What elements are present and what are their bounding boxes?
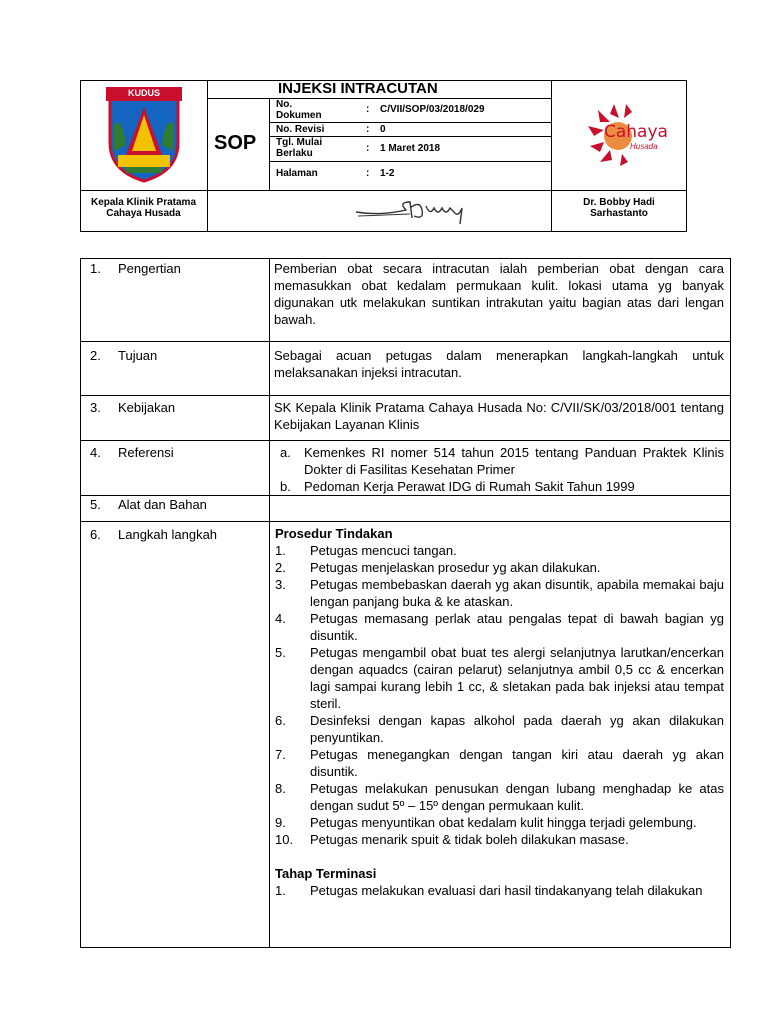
step-item [275,746,724,780]
step-item [275,712,724,746]
row-label-halaman: Halaman [276,168,318,179]
step-number: 2. [275,560,286,575]
row-colon: : [366,104,370,115]
section-number: 6. [90,527,101,542]
kudus-logo-text: KUDUS [127,88,160,98]
section-number: 3. [90,400,101,415]
section-number: 4. [90,445,101,460]
doc-title: INJEKSI INTRACUTAN [278,80,438,97]
step-text: Petugas membebaskan daerah yg akan disuntik, apabila memakai baju lengan panjang buka & ke ataskan. [310,577,724,609]
section-number: 5. [90,497,101,512]
step-number: 10. [275,832,294,847]
prosedur-steps [275,542,724,848]
section-label-pengertian: Pengertian [118,261,181,276]
step-number: 9. [275,815,286,830]
step-text: Petugas memasang perlak atau pengalas tepat di bawah bagian yg disuntik. [310,611,724,643]
sop-label: SOP [214,132,257,154]
step-item [275,780,724,814]
step-number: 1. [275,883,286,898]
step-item [275,882,724,899]
step-text: Petugas menegangkan dengan tangan kiri atau daerah yg akan disuntik. [310,747,724,779]
step-item [275,559,724,576]
step-text: Petugas menyuntikan obat kedalam kulit hingga terjadi gelembung. [310,815,697,830]
step-item [275,814,724,831]
step-text: Petugas melakukan evaluasi dari hasil tindakanyang telah dilakukan [310,883,703,898]
list-item-text: Kemenkes RI nomer 514 tahun 2015 tentang Panduan Praktek Klinis Dokter di Fasilitas Kesehatan Primer [304,445,724,477]
section-label-langkah: Langkah langkah [118,527,218,542]
section-label-kebijakan: Kebijakan [118,400,176,415]
cahaya-husada-logo [584,100,668,170]
section-text-kebijakan: SK Kepala Klinik Pratama Cahaya Husada No: C/VII/SK/03/2018/001 tentang Kebijakan Layanan Klinis [274,400,724,432]
section-text-tujuan: Sebagai acuan petugas dalam menerapkan langkah-langkah untuk melaksanakan injeksi intracutan. [274,348,724,380]
section-number: 1. [90,261,101,276]
step-text: Desinfeksi dengan kapas alkohol pada daerah yg akan dilakukan penyuntikan. [310,713,724,745]
step-item [275,542,724,559]
right-signatory: Dr. Bobby Hadi Sarhastanto [583,197,655,219]
row-colon: : [366,143,370,154]
row-colon: : [366,168,370,179]
section-text-pengertian: Pemberian obat secara intracutan ialah pemberian obat dengan cara memasukkan obat kedalam permukaan kulit. lokasi utama yg banyak digunakan utk melakukan suntikan intrakutan yaitu bagian atas dari lengan bawah. [274,261,724,327]
row-colon: : [366,124,370,135]
list-item [280,444,724,478]
step-number: 3. [275,577,286,592]
step-item [275,576,724,610]
referensi-list [280,444,724,495]
step-text: Petugas menjelaskan prosedur yg akan dilakukan. [310,560,601,575]
kudus-logo [100,85,188,183]
section-label-tujuan: Tujuan [118,348,158,363]
husada-logo-text: Husada [630,142,658,151]
step-text: Petugas melakukan penusukan dengan lubang menghadap ke atas dengan sudut 5º – 15º dengan permukaan kulit. [310,781,724,813]
list-item-text: Pedoman Kerja Perawat IDG di Rumah Sakit Tahun 1999 [304,479,635,494]
heading-tahap-terminasi: Tahap Terminasi [275,866,377,881]
row-value-no-revisi: 0 [380,124,386,135]
step-number: 4. [275,611,286,626]
row-value-halaman: 1-2 [380,168,395,179]
cahaya-logo-text: Cahaya [604,122,668,142]
list-item [280,478,724,495]
row-label-tgl-mulai: Tgl. Mulai Berlaku [276,137,323,159]
step-number: 1. [275,543,286,558]
step-number: 7. [275,747,286,762]
step-number: 8. [275,781,286,796]
row-value-tgl-mulai: 1 Maret 2018 [380,143,441,154]
list-mark: a. [280,445,291,460]
step-item [275,610,724,644]
row-value-no-dokumen: C/VII/SOP/03/2018/029 [380,104,485,115]
row-label-no-revisi: No. Revisi [276,124,325,135]
section-number: 2. [90,348,101,363]
terminasi-steps [275,882,724,899]
step-item [275,831,724,848]
signature-image [350,194,480,226]
step-text: Petugas menarik spuit & tidak boleh dilakukan masase. [310,832,629,847]
section-label-referensi: Referensi [118,445,174,460]
heading-prosedur-tindakan: Prosedur Tindakan [275,526,393,541]
step-number: 6. [275,713,286,728]
section-label-alat-bahan: Alat dan Bahan [118,497,207,512]
left-signatory: Kepala Klinik Pratama Cahaya Husada [90,197,197,219]
list-mark: b. [280,479,291,494]
step-number: 5. [275,645,286,660]
step-text: Petugas mengambil obat buat tes alergi selanjutnya larutkan/encerkan dengan aquadcs (cairan pelarut) selanjutnya ambil 0,5 cc & encerkan lagi sampai kurang lebih 1 cc, & sletakan pada bak injeksi atau tempat steril. [310,645,724,711]
row-label-no-dokumen: No. Dokumen [276,99,322,121]
step-item [275,644,724,712]
langkah-content [275,525,724,899]
step-text: Petugas mencuci tangan. [310,543,457,558]
